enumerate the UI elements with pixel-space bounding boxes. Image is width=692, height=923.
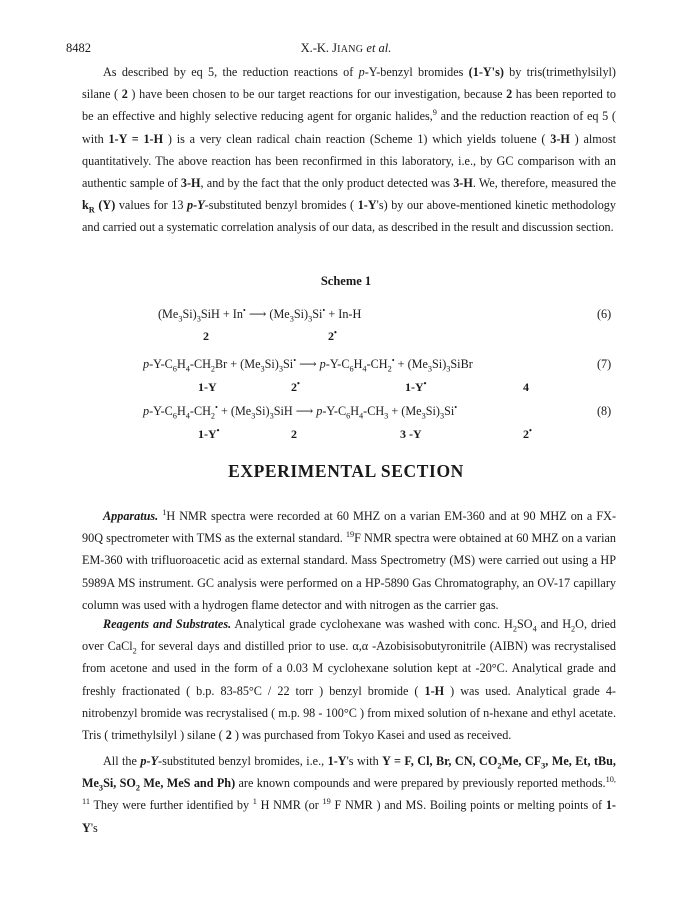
compound-label: 1-Y• <box>405 379 427 394</box>
intro-paragraph: As described by eq 5, the reduction reactions of p-Y-benzyl bromides (1-Y's) by tris(trimethylsilyl) silane ( 2 ) have been chosen to be our target reactions for our investigation, because 2 has been reported to be an effective and highly selective reducing agent for organic halides,$^9$ and the reduction reaction of eq 5 ( with 1-Y = 1-H ) is a very clean radical chain reaction (Scheme 1) which yields toluene ( 3-H ) almost quantitatively. The above reaction has been reconfirmed in this laboratory, i.e., by GC comparison with an authentic sample of 3-H, and by the fact that the only product detected was 3-H. We, therefore, measured the $k_R$ (Y) values for 13 p-Y-substituted benzyl bromides ( 1-Y's) by our above-mentioned kinetic methodology and carried out a systematic correlation analysis of our data, as described in the result and discussion section. <box>82 65 616 235</box>
running-header: X.-K. JIANG et al. <box>300 41 392 55</box>
reagents-paragraph: Reagents and Substrates. Analytical grade cyclohexane was washed with conc. $H_2SO_4$ and $H_2O$, dried over CaCl$_2$ for several days and distilled prior to use. α,α -Azobisisobutyronitrile (AIBN) was recrystalised from acetone and used in the form of a 0.03 M cyclohexane solution kept at -20°C. Analytical grade and freshly fractionated ( b.p. 83-85°C / 22 torr ) benzyl bromide ( 1-H ) was used. Analytical grade 4-nitrobenzyl bromide was recrystalised ( m.p. 98 - 100°C ) from mixed solution of n-hexane and ethyl acetate. Tris ( trimethylsilyl ) silane ( 2 ) was purchased from Tokyo Kasei and used as received. <box>82 617 616 743</box>
equation-7: $p-Y-C_6H_4-CH_2Br + (Me_3Si)_3Si^•$ ⟶ $p-Y-C_6H_4-CH_2^•$ + $(Me_3Si)_3SiBr$ <box>143 355 473 374</box>
section-heading: EXPERIMENTAL SECTION <box>228 461 464 481</box>
compound-label: 3 -Y <box>400 427 422 441</box>
scheme-title: Scheme 1 <box>320 274 372 288</box>
equation-number-7: (7) <box>597 357 612 371</box>
compound-label: 1-Y• <box>198 426 220 441</box>
page-number: 8482 <box>66 41 91 55</box>
substrates-paragraph: All the p-Y-substituted benzyl bromides, i.e., 1-Y's with Y = F, Cl, Br, CN, $CO_2Me$, $CF_3$, Me, Et, tBu, $Me_3Si$, $SO_2$ Me, MeS and Ph) are known compounds and were prepared by previously reported methods.$^{10, 11}$ They were further identified by $^1$ H NMR (or $^{19}$ F NMR ) and MS. Boiling points or melting points of 1-Y's <box>82 754 616 835</box>
compound-label: 2• <box>523 426 532 441</box>
compound-label: 2 <box>203 329 209 343</box>
compound-label: 1-Y <box>198 380 217 394</box>
compound-label: 2• <box>328 328 337 343</box>
equation-8: $p-Y-C_6H_4-CH_2^• + (Me_3Si)_3SiH$ ⟶ $p-Y-C_6H_4-CH_3 + (Me_3Si)_3Si^•$ <box>143 402 458 421</box>
compound-label: 4 <box>523 380 529 394</box>
equation-number-8: (8) <box>597 404 612 418</box>
compound-label: 2 <box>291 427 297 441</box>
equation-number-6: (6) <box>597 307 612 321</box>
apparatus-paragraph: Apparatus. $^1$H NMR spectra were recorded at 60 MHZ on a varian EM-360 and at 90 MHZ on a FX-90Q spectrometer with TMS as the external standard. $^{19}$F NMR spectra were obtained at 60 MHZ on a varian EM-360 with trifluoroacetic acid as external standard. Mass Spectrometry (MS) were carried out using a HP 5989A MS instrument. GC analysis were performed on a HP-5890 Gas Chromatography, an OV-17 capillary column was used with a hydrogen flame detector and with nitrogen as the carrier gas. <box>82 507 617 612</box>
equation-6: $(Me_3Si)_3SiH + In^•$ ⟶ $(Me_3Si)_3Si^• + In-H$ <box>158 305 362 324</box>
compound-label: 2• <box>291 379 300 394</box>
